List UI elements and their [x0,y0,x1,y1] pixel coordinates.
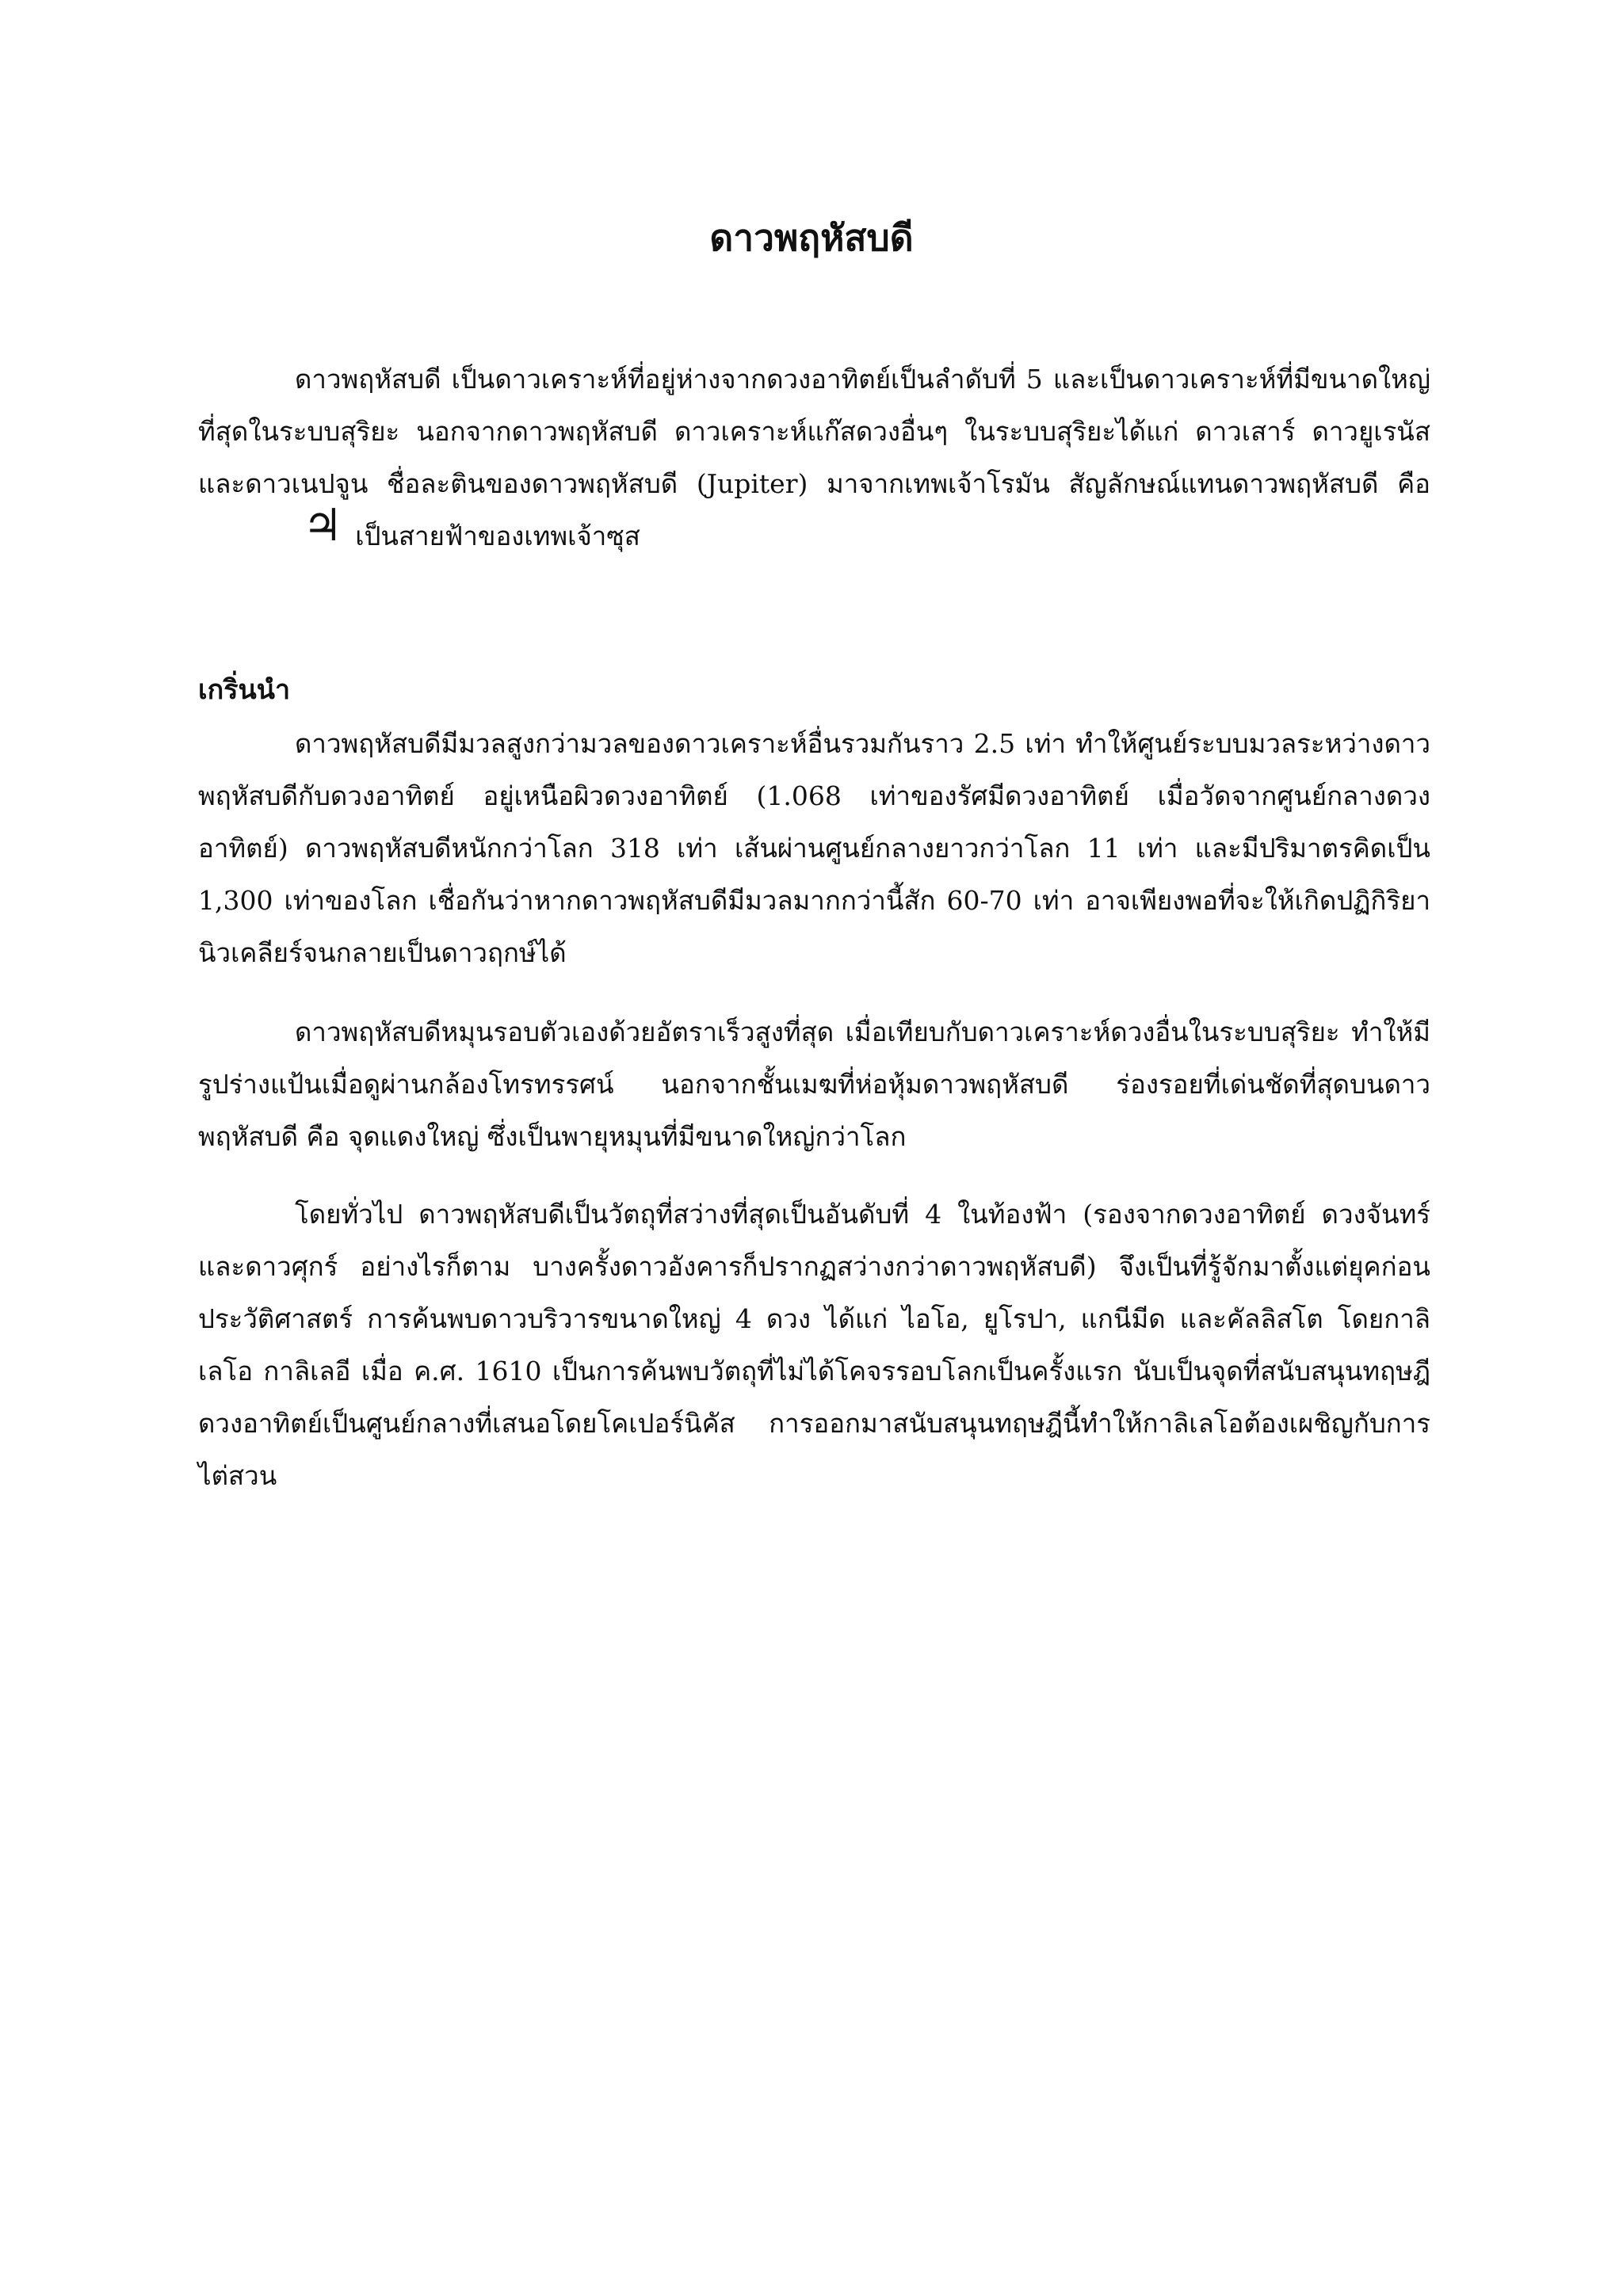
body-paragraph-rotation: ดาวพฤหัสบดีหมุนรอบตัวเองด้วยอัตราเร็วสูงที่สุด เมื่อเทียบกับดาวเคราะห์ดวงอื่นในระบบสุริยะ ทำให้มีรูปร่างแป้นเมื่อดูผ่านกล้องโทรทรรศน์ นอกจากชั้นเมฆที่ห่อหุ้มดาวพฤหัสบดี ร่องรอยที่เด่นชัดที่สุดบนดาวพฤหัสบดี คือ จุดแดงใหญ่ ซึ่งเป็นพายุหมุนที่มีขนาดใหญ่กว่าโลก [198,1016,1430,1152]
section-heading: เกริ่นนำ [198,674,291,706]
intro-text-before-symbol: ดาวพฤหัสบดี เป็นดาวเคราะห์ที่อยู่ห่างจากดวงอาทิตย์เป็นลำดับที่ 5 และเป็นดาวเคราะห์ที่มีขนาดใหญ่ที่สุดในระบบสุริยะ นอกจากดาวพฤหัสบดี ดาวเคราะห์แก๊สดวงอื่นๆ ในระบบสุริยะได้แก่ ดาวเสาร์ ดาวยูเรนัส และดาวเนปจูน ชื่อละตินของดาวพฤหัสบดี (Jupiter) มาจากเทพเจ้าโรมัน สัญลักษณ์แทนดาวพฤหัสบดี คือ [198,364,1430,499]
body-paragraph-mass: ดาวพฤหัสบดีมีมวลสูงกว่ามวลของดาวเคราะห์อื่นรวมกันราว 2.5 เท่า ทำให้ศูนย์ระบบมวลระหว่างดาวพฤหัสบดีกับดวงอาทิตย์ อยู่เหนือผิวดวงอาทิตย์ (1.068 เท่าของรัศมีดวงอาทิตย์ เมื่อวัดจากศูนย์กลางดวงอาทิตย์) ดาวพฤหัสบดีหนักกว่าโลก 318 เท่า เส้นผ่านศูนย์กลางยาวกว่าโลก 11 เท่า และมีปริมาตรคิดเป็น 1,300 เท่าของโลก เชื่อกันว่าหากดาวพฤหัสบดีมีมวลมากกว่านี้สัก 60-70 เท่า อาจเพียงพอที่จะให้เกิดปฏิกิริยานิวเคลียร์จนกลายเป็นดาวฤกษ์ได้ [198,728,1430,968]
body-paragraph-observation: โดยทั่วไป ดาวพฤหัสบดีเป็นวัตถุที่สว่างที่สุดเป็นอันดับที่ 4 ในท้องฟ้า (รองจากดวงอาทิตย์ ดวงจันทร์ และดาวศุกร์ อย่างไรก็ตาม บางครั้งดาวอังคารก็ปรากฏสว่างกว่าดาวพฤหัสบดี) จึงเป็นที่รู้จักมาตั้งแต่ยุคก่อนประวัติศาสตร์ การค้นพบดาวบริวารขนาดใหญ่ 4 ดวง ได้แก่ ไอโอ, ยูโรปา, แกนีมีด และคัลลิสโต โดยกาลิเลโอ กาลิเลอี เมื่อ ค.ศ. 1610 เป็นการค้นพบวัตถุที่ไม่ได้โคจรรอบโลกเป็นครั้งแรก นับเป็นจุดที่สนับสนุนทฤษฎีดวงอาทิตย์เป็นศูนย์กลางที่เสนอโดยโคเปอร์นิคัส การออกมาสนับสนุนทฤษฎีนี้ทำให้กาลิเลโอต้องเผชิญกับการไต่สวน [198,1199,1430,1491]
document-title: ดาวพฤหัสบดี [709,216,914,259]
jupiter-symbol-icon: ♃ [303,500,343,551]
intro-paragraph [198,353,1430,563]
intro-text-after-symbol: เป็นสายฟ้าของเทพเจ้าซุส [355,521,640,551]
